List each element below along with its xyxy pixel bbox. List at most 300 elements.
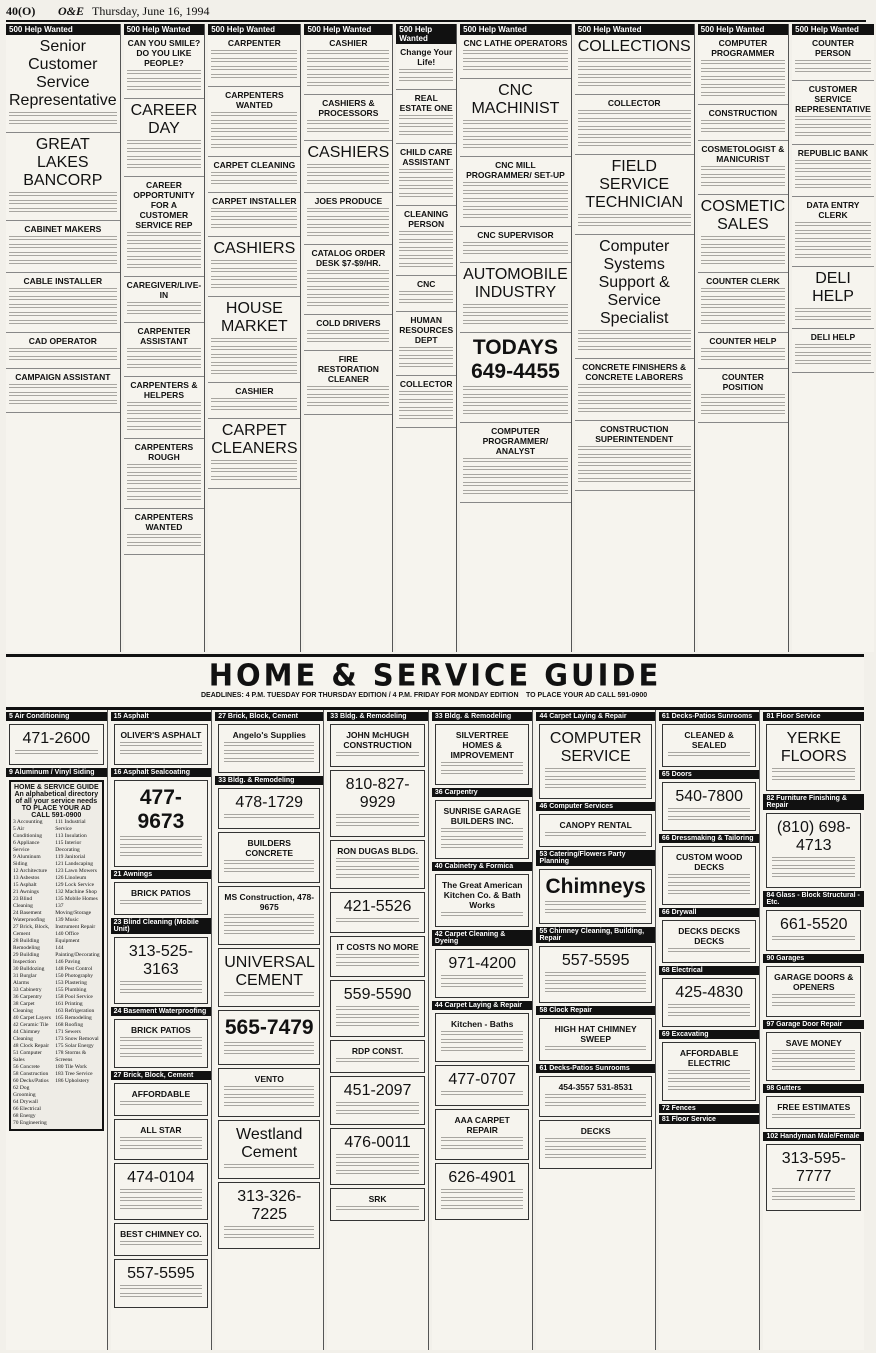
body-text-lines [224, 860, 314, 866]
ad-title: AFFORDABLE ELECTRIC [679, 1048, 739, 1068]
category-list-left [13, 819, 52, 1127]
body-text-lines [578, 214, 691, 220]
body-text-lines [399, 363, 453, 369]
category-heading: 81 Floor Service [763, 712, 864, 721]
body-text-lines [545, 1146, 645, 1152]
service-ad [330, 936, 425, 977]
category-item: 42 Ceramic Tile [13, 1022, 49, 1028]
classified-ad [6, 133, 120, 221]
body-text-lines [120, 1205, 203, 1211]
ad-body [665, 981, 754, 1024]
body-text-lines [120, 1241, 203, 1247]
service-ad [435, 874, 530, 927]
body-text-lines [307, 270, 389, 276]
ad-title: 810-827-9929 [345, 776, 410, 811]
body-text-lines [9, 296, 117, 302]
ad-title: 626-4901 [448, 1169, 516, 1186]
ad-title: 471-2600 [22, 730, 91, 747]
ad-body [665, 849, 754, 902]
ad-title: 557-5595 [127, 1265, 195, 1282]
body-text-lines [211, 370, 297, 376]
body-text-lines [701, 244, 785, 250]
service-ad [114, 724, 209, 765]
service-ad [330, 892, 425, 933]
body-text-lines [701, 252, 785, 258]
body-text-lines [463, 58, 568, 64]
ad-body [542, 872, 648, 921]
service-ad [218, 886, 320, 945]
ad-title: CAREGIVER/LIVE-IN [126, 280, 202, 300]
body-text-lines [211, 468, 297, 474]
body-text-lines [127, 264, 202, 270]
body-text-lines [578, 66, 691, 72]
category-item: 146 Paving [55, 959, 81, 965]
ad-title: Kitchen - Baths [451, 1019, 514, 1029]
category-heading: 58 Clock Repair [536, 1006, 654, 1015]
service-ad [662, 846, 757, 905]
ad-body [221, 727, 317, 770]
ad-title: REAL ESTATE ONE [399, 93, 453, 113]
ad-body [117, 885, 206, 912]
body-text-lines [772, 873, 855, 879]
body-text-lines [441, 844, 524, 850]
body-text-lines [211, 460, 297, 466]
ad-title: 313-525-3163 [128, 943, 193, 978]
banner-deadlines: DEADLINES: 4 P.M. TUESDAY FOR THURSDAY EDITION / 4 P.M. FRIDAY FOR MONDAY EDITION [201, 692, 519, 699]
ad-title: CNC LATHE OPERATORS [463, 38, 568, 48]
service-ad [114, 1259, 209, 1308]
category-item: 30 Bulldozing [13, 966, 45, 972]
body-text-lines [9, 260, 117, 266]
ad-title: CASHIERS [307, 144, 390, 161]
body-text-lines [795, 222, 871, 228]
category-index [13, 819, 100, 1127]
service-ad [114, 1083, 209, 1116]
body-text-lines [307, 50, 389, 56]
body-text-lines [701, 260, 785, 266]
category-item: 175 Solar Energy [55, 1043, 94, 1049]
body-text-lines [463, 120, 568, 126]
body-text-lines [9, 356, 117, 362]
body-text-lines [9, 348, 117, 354]
classified-ad [6, 333, 120, 369]
ad-title: COLD DRIVERS [316, 318, 381, 328]
body-text-lines [336, 866, 419, 872]
body-text-lines [668, 948, 751, 954]
ad-body [665, 1045, 754, 1098]
body-text-lines [701, 84, 785, 90]
body-text-lines [441, 1031, 524, 1037]
body-text-lines [701, 304, 785, 310]
category-heading: 81 Floor Service [659, 1115, 760, 1124]
ad-body [333, 1191, 422, 1218]
classified-ad [208, 193, 300, 237]
category-heading: 66 Drywall [659, 908, 760, 917]
body-text-lines [795, 160, 871, 166]
body-text-lines [120, 836, 203, 842]
service-guide-column [432, 710, 534, 1350]
body-text-lines [441, 1145, 524, 1151]
ad-body [665, 923, 754, 960]
category-heading: 27 Brick, Block, Cement [111, 1071, 212, 1080]
body-text-lines [668, 890, 751, 896]
ad-title: DECKS DECKS DECKS [678, 926, 741, 946]
ad-title: CAD OPERATOR [28, 336, 97, 346]
ad-body [438, 803, 527, 856]
body-text-lines [399, 399, 453, 405]
body-text-lines [545, 909, 645, 915]
category-item: 113 Insulation [55, 833, 87, 839]
category-heading: 84 Glass - Block Structural - Etc. [763, 891, 864, 907]
category-heading: 42 Carpet Cleaning & Dyeing [432, 930, 533, 946]
classified-ad [792, 267, 874, 329]
ad-title: COMPUTER PROGRAMMER [711, 38, 775, 58]
ad-title: 661-5520 [779, 916, 848, 933]
category-item: 123 Lawn Mowers [55, 868, 97, 874]
body-text-lines [545, 901, 645, 907]
category-item: 137 Moving/Storage [55, 903, 92, 916]
service-ad [662, 920, 757, 963]
ad-title: Change Your Life! [400, 47, 453, 67]
body-text-lines [772, 994, 855, 1000]
ad-title: ALL STAR [140, 1125, 182, 1135]
category-item: 36 Carpentry [13, 994, 42, 1000]
service-ad [766, 966, 861, 1017]
body-text-lines [399, 263, 453, 269]
body-text-lines [795, 316, 871, 322]
ad-title: 971-4200 [448, 955, 516, 972]
body-text-lines [127, 364, 202, 370]
help-wanted-column [460, 24, 572, 652]
body-text-lines [701, 348, 785, 354]
body-text-lines [463, 242, 568, 248]
ad-body [333, 1131, 422, 1182]
category-item: 126 Linoleum [55, 875, 87, 881]
ad-title: REPUBLIC BANK [797, 148, 869, 158]
body-text-lines [336, 1014, 419, 1020]
body-text-lines [795, 124, 871, 130]
classified-ad [792, 145, 874, 197]
body-text-lines [399, 69, 453, 75]
body-text-lines [120, 1293, 203, 1299]
ad-body [333, 1079, 422, 1122]
body-text-lines [399, 131, 453, 137]
category-item: 31 Burglar Alarms [13, 973, 37, 986]
ad-title: AFFORDABLE [131, 1089, 191, 1099]
body-text-lines [307, 302, 389, 308]
category-item: 163 Refrigeration [55, 1008, 95, 1014]
body-text-lines [772, 1058, 855, 1064]
category-item: 129 Lock Service [55, 882, 95, 888]
body-text-lines [578, 134, 691, 140]
category-item: 13 Asbestos [13, 875, 40, 881]
category-item: 168 Roofing [55, 1022, 83, 1028]
body-text-lines [127, 310, 202, 316]
body-text-lines [399, 77, 453, 83]
classified-ad [6, 369, 120, 413]
body-text-lines [463, 458, 568, 464]
body-text-lines [701, 60, 785, 66]
service-ad [539, 1076, 651, 1117]
classified-ad [396, 144, 456, 206]
body-text-lines [545, 832, 645, 838]
service-guide-column [659, 710, 761, 1350]
classified-ad [460, 333, 571, 423]
category-item: 68 Energy [13, 1113, 36, 1119]
body-text-lines [127, 488, 202, 494]
ad-title: Westland Cement [236, 1126, 303, 1161]
ad-title: GREAT LAKES BANCORP [23, 136, 103, 189]
ad-title: CARPENTERS & HELPERS [130, 380, 198, 400]
classified-ad [792, 81, 874, 145]
category-item: 153 Plastering [55, 980, 87, 986]
ad-title: FREE ESTIMATES [777, 1102, 851, 1112]
ad-body [438, 1166, 527, 1217]
body-text-lines [307, 224, 389, 230]
body-text-lines [668, 1004, 751, 1010]
classified-ad [208, 383, 300, 419]
body-text-lines [578, 58, 691, 64]
category-item: 56 Concrete [13, 1064, 40, 1070]
service-ad [435, 1109, 530, 1160]
body-text-lines [224, 1042, 314, 1048]
category-heading: 69 Excavating [659, 1030, 760, 1039]
category-item: 24 Basement Waterproofing [13, 910, 45, 923]
body-text-lines [224, 992, 314, 998]
service-ad [330, 1076, 425, 1125]
body-text-lines [307, 232, 389, 238]
service-ad [330, 1188, 425, 1221]
ad-body [221, 1123, 317, 1176]
body-text-lines [211, 120, 297, 126]
body-text-lines [120, 852, 203, 858]
ad-body [117, 783, 206, 864]
body-text-lines [545, 1102, 645, 1108]
body-text-lines [399, 193, 453, 199]
service-guide-column [327, 710, 429, 1350]
classified-ad [792, 197, 874, 267]
column-heading: 500 Help Wanted [124, 24, 205, 35]
classified-ad [792, 35, 874, 81]
body-text-lines [701, 296, 785, 302]
classified-ad [792, 329, 874, 373]
body-text-lines [127, 534, 202, 540]
body-text-lines [127, 148, 202, 154]
ad-title: TODAYS 649-4455 [471, 336, 560, 383]
body-text-lines [399, 347, 453, 353]
body-text-lines [224, 1050, 314, 1056]
classified-ad [304, 35, 392, 95]
body-text-lines [211, 208, 297, 214]
service-ad [766, 813, 861, 888]
service-guide-column [763, 710, 864, 1350]
body-text-lines [120, 1053, 203, 1059]
category-item: 186 Upholstery [55, 1078, 90, 1084]
body-text-lines [211, 406, 297, 412]
service-ad [435, 800, 530, 859]
body-text-lines [336, 1022, 419, 1028]
ad-body [665, 727, 754, 764]
body-text-lines [224, 930, 314, 936]
service-ad [218, 1010, 320, 1065]
body-text-lines [545, 988, 645, 994]
category-heading: 16 Asphalt Sealcoating [111, 768, 212, 777]
body-text-lines [211, 224, 297, 230]
body-text-lines [701, 166, 785, 172]
body-text-lines [795, 60, 871, 66]
body-text-lines [211, 216, 297, 222]
service-ad [114, 1223, 209, 1256]
service-ad [766, 1144, 861, 1211]
body-text-lines [545, 1138, 645, 1144]
classified-ad [304, 95, 392, 141]
classified-ad [208, 237, 300, 297]
ad-title: RDP CONST. [351, 1046, 404, 1056]
category-heading: 98 Gutters [763, 1084, 864, 1093]
body-text-lines [701, 182, 785, 188]
ad-title: AUTOMOBILE INDUSTRY [463, 266, 568, 301]
body-text-lines [463, 182, 568, 188]
service-ad [539, 1120, 651, 1169]
category-item: 60 Decks/Patios [13, 1078, 49, 1084]
ad-title: AAA CARPET REPAIR [454, 1115, 510, 1135]
body-text-lines [336, 1006, 419, 1012]
category-item: 48 Clock Repair [13, 1043, 50, 1049]
body-text-lines [336, 858, 419, 864]
body-text-lines [120, 750, 203, 756]
ad-body [438, 1112, 527, 1157]
issue-date: Thursday, June 16, 1994 [92, 4, 210, 18]
body-text-lines [224, 814, 314, 820]
body-text-lines [127, 140, 202, 146]
body-text-lines [9, 400, 117, 406]
category-item: 23 Blind Cleaning [13, 896, 33, 909]
body-text-lines [545, 1154, 645, 1160]
category-item: 15 Asphalt [13, 882, 37, 888]
classified-ad [6, 35, 120, 133]
page-number: 40(O) [6, 4, 36, 18]
classified-ad [304, 193, 392, 245]
ad-body [221, 889, 317, 942]
classified-ad [698, 141, 788, 195]
body-text-lines [701, 410, 785, 416]
body-text-lines [701, 356, 785, 362]
ad-title: HIGH HAT CHIMNEY SWEEP [554, 1024, 637, 1044]
category-item: 40 Carpet Layers [13, 1015, 51, 1021]
classified-ad [575, 421, 694, 491]
category-heading: 82 Furniture Finishing & Repair [763, 794, 864, 810]
ad-title: CARPET CLEANING [213, 160, 296, 170]
service-ad [330, 980, 425, 1037]
body-text-lines [120, 1037, 203, 1043]
body-text-lines [463, 190, 568, 196]
ad-title: COUNTER POSITION [721, 372, 764, 392]
body-text-lines [772, 776, 855, 782]
ad-title: 477-0707 [448, 1071, 516, 1088]
ad-title: CARPENTERS ROUGH [134, 442, 194, 462]
body-text-lines [399, 407, 453, 413]
service-ad [766, 1096, 861, 1129]
body-text-lines [399, 169, 453, 175]
body-text-lines [307, 330, 389, 336]
ad-body [542, 727, 648, 796]
body-text-lines [399, 115, 453, 121]
category-heading: 33 Bldg. & Remodeling [432, 712, 533, 721]
category-item: 155 Plumbing [55, 987, 87, 993]
body-text-lines [578, 74, 691, 80]
body-text-lines [120, 1101, 203, 1107]
ad-body [221, 835, 317, 880]
ad-title: FIELD SERVICE TECHNICIAN [585, 158, 684, 211]
body-text-lines [463, 198, 568, 204]
category-item: 62 Dog Grooming [13, 1085, 36, 1098]
body-text-lines [701, 120, 785, 126]
ad-title: COLLECTOR [607, 98, 661, 108]
ad-body [117, 1226, 206, 1253]
service-ad [9, 724, 104, 765]
ad-title: CHILD CARE ASSISTANT [399, 147, 453, 167]
classified-ad [6, 273, 120, 333]
body-text-lines [211, 268, 297, 274]
body-text-lines [701, 236, 785, 242]
ad-body [117, 1122, 206, 1157]
ad-title: DELI HELP [810, 332, 856, 342]
ad-body [438, 1016, 527, 1059]
body-text-lines [307, 286, 389, 292]
body-text-lines [127, 402, 202, 408]
classified-ad [304, 141, 392, 193]
classified-ad [460, 35, 571, 79]
body-text-lines [795, 184, 871, 190]
ad-title: BUILDERS CONCRETE [245, 838, 294, 858]
ad-title: YERKE FLOORS [780, 730, 847, 765]
ad-body [333, 895, 422, 930]
classified-ad [124, 439, 205, 509]
body-text-lines [441, 1197, 524, 1203]
body-text-lines [463, 482, 568, 488]
service-guide-column [536, 710, 655, 1350]
body-text-lines [441, 1091, 524, 1097]
service-guide-column [6, 710, 108, 1350]
ad-body [542, 1021, 648, 1058]
body-text-lines [336, 1154, 419, 1160]
ad-title: CASHIERS & PROCESSORS [318, 98, 379, 118]
column-heading: 500 Help Wanted [6, 24, 120, 35]
body-text-lines [463, 50, 568, 56]
service-ad [662, 978, 757, 1027]
body-text-lines [224, 868, 314, 874]
category-item: 150 Photography [55, 973, 94, 979]
body-text-lines [578, 142, 691, 148]
body-text-lines [701, 394, 785, 400]
body-text-lines [399, 299, 453, 305]
classified-ad [124, 509, 205, 555]
ad-title: CAREER OPPORTUNITY FOR A CUSTOMER SERVICE REP [133, 180, 195, 230]
body-text-lines [545, 776, 645, 782]
body-text-lines [772, 1066, 855, 1072]
body-text-lines [668, 752, 751, 758]
body-text-lines [772, 1114, 855, 1120]
body-text-lines [9, 244, 117, 250]
body-text-lines [795, 344, 871, 350]
body-text-lines [701, 68, 785, 74]
body-text-lines [127, 496, 202, 502]
category-list-right [55, 819, 99, 1127]
body-text-lines [336, 752, 419, 758]
body-text-lines [578, 408, 691, 414]
category-item: 21 Awnings [13, 889, 39, 895]
category-heading: 65 Doors [659, 770, 760, 779]
